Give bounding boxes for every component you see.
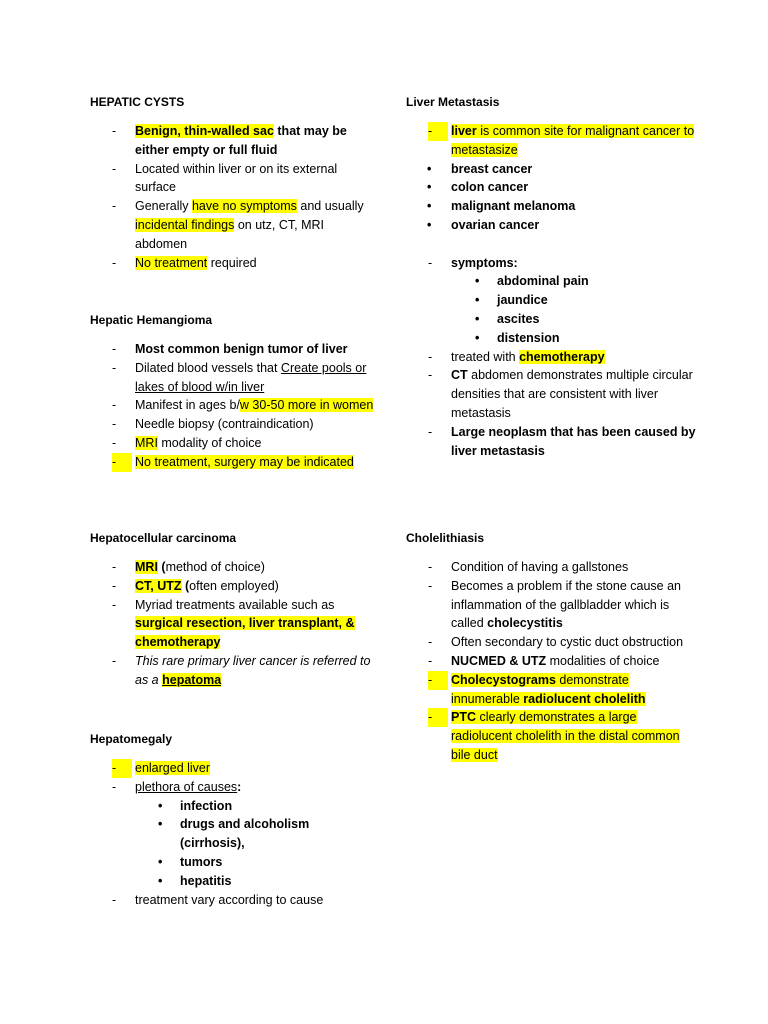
highlight-text: chemotherapy — [519, 349, 605, 364]
highlight-text: Cholecystograms demonstrate innumerable radiolucent cholelith — [451, 672, 646, 706]
list-item: • tumors — [158, 854, 223, 869]
list-item: - MRI (method of choice) — [112, 560, 265, 574]
list-item: - enlarged liver — [112, 759, 375, 778]
list-item: - CT, UTZ (often employed) — [112, 578, 279, 593]
list-item: - Myriad treatments available such as surgical resection, liver transplant, & chemotherapy — [112, 597, 355, 650]
highlight-text: MRI — [135, 560, 158, 574]
highlight-text: Benign, thin-walled sac — [135, 124, 274, 138]
list-item: - treatment vary according to cause — [112, 892, 324, 907]
list-item: - liver is common site for malignant cancer to metastasize • breast cancer • colon cancer • malignant melanoma • ovarian cancer — [428, 122, 696, 235]
hepatic-cysts-list — [90, 122, 375, 272]
highlight-text: have no symptoms — [191, 199, 297, 214]
list-item: - CT abdomen demonstrates multiple circular densities that are consistent with liver metastasis — [428, 368, 693, 420]
list-item: - Most common benign tumor of liver — [112, 342, 348, 356]
list-item: - PTC clearly demonstrates a large radiolucent cholelith in the distal common bile duct — [428, 710, 680, 762]
highlight-text: liver — [451, 124, 477, 138]
hepatomegaly-section — [90, 730, 375, 909]
list-item: - NUCMED & UTZ modalities of choice — [428, 653, 660, 668]
highlight-text: w 30-50 more in women — [239, 398, 374, 413]
list-item: • colon cancer — [427, 180, 529, 195]
list-item: • abdominal pain — [475, 274, 589, 289]
hepatic-cysts-heading: HEPATIC CYSTS — [90, 95, 185, 109]
metastasis-list — [406, 122, 696, 460]
hepatomegaly-list — [90, 759, 375, 909]
hemangioma-heading: Hepatic Hemangioma — [90, 313, 213, 327]
list-item: - treated with chemotherapy — [428, 349, 605, 364]
hepatomegaly-heading: Hepatomegaly — [90, 732, 173, 746]
cholelithiasis-section — [406, 529, 696, 765]
list-item: • breast cancer — [427, 161, 533, 176]
list-item: - Benign, thin-walled sac that may be either empty or full fluid — [112, 124, 347, 157]
list-item: - Becomes a problem if the stone cause an inflammation of the gallbladder which is called cholecystitis — [428, 578, 681, 631]
list-item: - Cholecystograms demonstrate innumerable radiolucent cholelith — [428, 672, 646, 706]
highlight-text: surgical resection, liver transplant, & chemotherapy — [135, 616, 355, 650]
causes-list — [158, 797, 375, 891]
highlight-text: No treatment — [135, 255, 208, 270]
list-item: • ovarian cancer — [427, 217, 540, 232]
list-item: • ascites — [475, 311, 540, 326]
hemangioma-section — [90, 311, 375, 472]
list-item: • drugs and alcoholism (cirrhosis), — [158, 817, 310, 851]
list-item: - This rare primary liver cancer is referred to as a hepatoma — [112, 653, 371, 687]
hemangioma-list — [90, 340, 375, 472]
list-item: - Dilated blood vessels that Create pools or lakes of blood w/in liver — [112, 360, 367, 394]
cholelithiasis-list — [406, 558, 696, 765]
highlight-text: PTC clearly demonstrates a large radiolucent cholelith in the distal common bile duct — [451, 710, 680, 762]
list-item: - Needle biopsy (contraindication) — [112, 417, 314, 432]
list-item: • hepatitis — [158, 873, 232, 888]
hcc-list — [90, 558, 375, 690]
hcc-heading: Hepatocellular carcinoma — [90, 531, 237, 545]
list-item: - plethora of causes: • infection • drugs and alcoholism (cirrhosis), • tumors • hepatitis — [90, 778, 375, 891]
metastasis-heading: Liver Metastasis — [406, 95, 500, 109]
list-item: - Located within liver or on its external surface — [112, 161, 338, 195]
cholelithiasis-heading: Cholelithiasis — [406, 531, 485, 545]
list-item: - Often secondary to cystic duct obstruction — [428, 635, 684, 650]
list-item: - Large neoplasm that has been caused by liver metastasis — [428, 424, 696, 458]
list-item: • distension — [475, 330, 560, 345]
highlight-text: incidental findings — [135, 217, 235, 232]
cancer-list — [427, 160, 696, 235]
highlight-text: hepatoma — [162, 672, 222, 687]
list-item: - MRI modality of choice — [112, 435, 262, 450]
highlight-text: is common site for malignant cancer to metastasize — [451, 124, 695, 157]
list-item: • jaundice — [475, 293, 548, 308]
list-item: - Manifest in ages b/w 30-50 more in women — [112, 398, 374, 413]
list-item: • malignant melanoma — [427, 199, 576, 214]
hepatic-cysts-section — [90, 93, 375, 272]
list-item: - symptoms: • abdominal pain • jaundice • ascites • distension — [406, 254, 696, 348]
highlight-text: MRI — [135, 435, 158, 450]
highlight-text: No treatment, surgery may be indicated — [135, 454, 354, 469]
highlight-text: CT, UTZ — [135, 578, 182, 593]
list-item: - Generally have no symptoms and usually incidental findings on utz, CT, MRI abdomen — [112, 199, 364, 251]
metastasis-section — [406, 93, 696, 460]
highlight-text: enlarged liver — [135, 761, 211, 775]
list-item: - Condition of having a gallstones — [428, 560, 629, 574]
list-item: - No treatment, surgery may be indicated — [112, 453, 375, 472]
hcc-section — [90, 529, 375, 690]
list-item: - No treatment required — [112, 255, 257, 270]
list-item: • infection — [158, 798, 233, 813]
